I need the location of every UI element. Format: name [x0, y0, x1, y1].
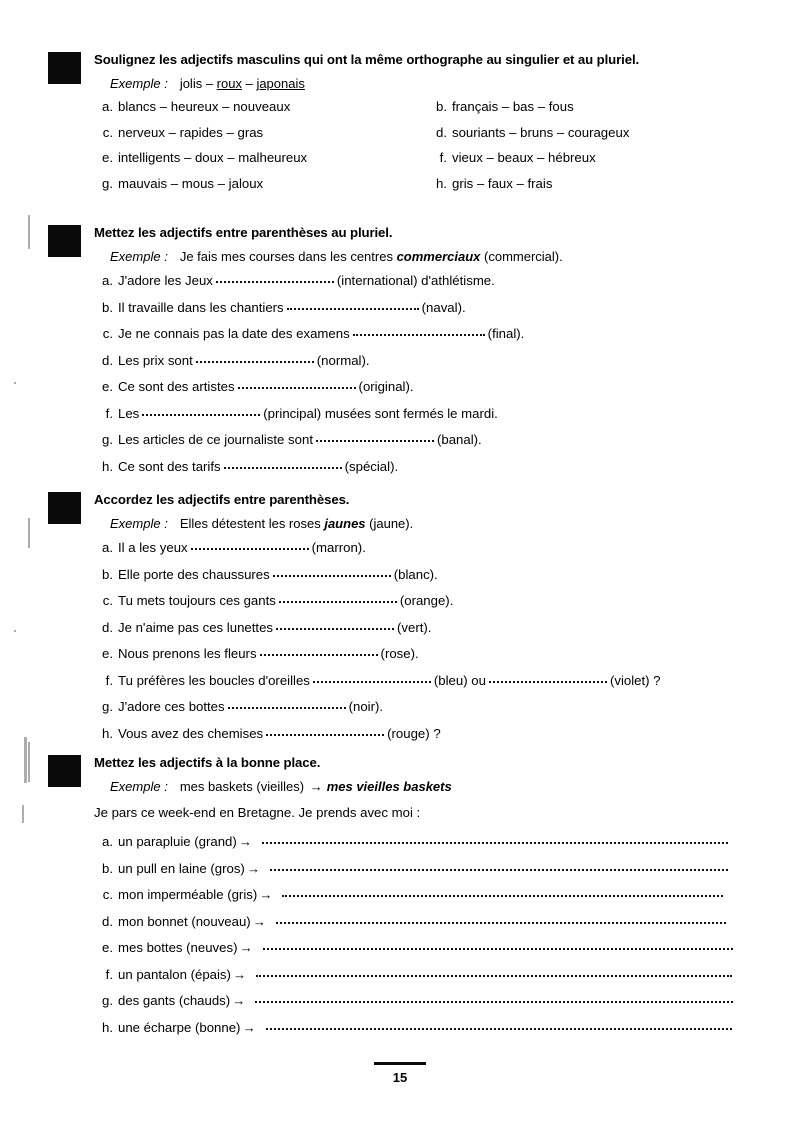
example-underlined-1: roux	[216, 76, 242, 91]
item-marker: g.	[102, 993, 113, 1008]
exercise-2-marker	[48, 225, 81, 257]
item-text: intelligents – doux – malheureux	[118, 150, 308, 165]
item-after: (normal).	[316, 352, 370, 368]
list-item[interactable]	[428, 99, 574, 115]
item-before: Elle porte des chaussures	[118, 566, 270, 582]
item-after: (marron).	[311, 540, 366, 555]
example-after: (jaune).	[365, 516, 414, 531]
answer-rule[interactable]	[266, 1019, 732, 1030]
answer-rule[interactable]	[282, 886, 723, 897]
item-text: mon bonnet (nouveau)	[118, 913, 251, 929]
scan-artifact	[14, 630, 16, 632]
list-item[interactable]	[94, 672, 758, 689]
arrow-icon: →	[232, 993, 246, 1008]
item-after: (noir).	[348, 699, 384, 714]
item-text: un pull en laine (gros)	[118, 860, 245, 876]
answer-blank[interactable]	[279, 592, 397, 603]
page-footer	[0, 1062, 800, 1085]
scan-artifact	[28, 215, 30, 249]
item-text: un pantalon (épais)	[118, 966, 231, 982]
item-marker: a.	[102, 834, 113, 849]
list-item[interactable]	[94, 645, 758, 662]
exercise-1-body	[94, 52, 758, 207]
item-after: (vert).	[397, 619, 432, 635]
list-item[interactable]	[94, 592, 758, 609]
item-marker: c.	[102, 124, 113, 140]
exercise-4-items	[94, 833, 758, 1036]
item-before: Il travaille dans les chantiers	[118, 299, 284, 315]
exercise-4	[48, 755, 758, 1045]
arrow-icon: →	[238, 834, 252, 849]
item-after: (principal) musées sont fermés le mardi.	[263, 405, 498, 421]
answer-blank[interactable]	[228, 698, 346, 709]
item-text: un parapluie (grand)	[118, 834, 237, 849]
item-before: Les	[118, 405, 140, 421]
example-answer: commerciaux	[396, 249, 481, 264]
list-item[interactable]	[94, 619, 758, 636]
answer-rule[interactable]	[276, 913, 726, 924]
exercise-3-body	[94, 492, 758, 742]
item-marker: b.	[102, 566, 113, 582]
item-marker: e.	[102, 940, 113, 955]
list-item[interactable]	[94, 539, 758, 556]
answer-blank[interactable]	[313, 672, 431, 683]
scan-artifact	[22, 805, 24, 823]
item-marker: f.	[105, 405, 113, 421]
list-item[interactable]	[94, 378, 758, 395]
example-answer: jaunes	[324, 516, 366, 531]
answer-blank[interactable]	[287, 299, 419, 310]
list-item[interactable]	[94, 886, 758, 903]
list-item[interactable]	[94, 725, 758, 742]
item-after: (original).	[358, 379, 414, 394]
answer-blank[interactable]	[353, 325, 485, 336]
answer-rule[interactable]	[255, 992, 733, 1003]
answer-blank[interactable]	[196, 352, 314, 363]
exercise-1-items	[94, 99, 758, 207]
item-before: Ce sont des tarifs	[118, 458, 221, 474]
list-item[interactable]	[428, 125, 629, 141]
item-marker: e.	[102, 379, 113, 394]
list-item[interactable]	[94, 966, 758, 983]
item-marker: g.	[102, 432, 113, 447]
item-marker: a.	[102, 99, 113, 114]
list-item[interactable]	[94, 833, 758, 850]
list-item[interactable]	[94, 325, 758, 342]
item-before: Il a les yeux	[118, 540, 188, 555]
example-middle: –	[241, 76, 257, 91]
exercise-1	[48, 52, 758, 207]
list-item[interactable]	[428, 150, 596, 166]
exercise-2-example	[94, 249, 758, 265]
arrow-icon: →	[259, 887, 273, 902]
item-after: (blanc).	[393, 566, 438, 582]
list-item[interactable]	[94, 99, 290, 115]
list-item[interactable]	[94, 299, 758, 316]
exercise-3-heading: Accordez les adjectifs entre parenthèses.	[94, 492, 350, 507]
example-label: Exemple :	[110, 516, 168, 531]
item-before: Tu mets toujours ces gants	[118, 593, 276, 608]
answer-rule[interactable]	[263, 939, 733, 950]
example-label: Exemple :	[110, 249, 168, 264]
item-marker: a.	[102, 273, 113, 288]
exercise-3-example	[94, 516, 758, 532]
answer-blank-2[interactable]	[489, 672, 607, 683]
example-label: Exemple :	[110, 76, 168, 91]
item-marker: d.	[102, 352, 113, 368]
item-text: français – bas – fous	[452, 99, 574, 114]
list-item[interactable]	[94, 1019, 758, 1036]
answer-blank[interactable]	[191, 539, 309, 550]
item-text: mes bottes (neuves)	[118, 940, 238, 955]
item-marker: b.	[436, 99, 447, 114]
exercise-4-marker	[48, 755, 81, 787]
exercise-3-items	[94, 539, 758, 742]
item-marker: h.	[436, 175, 447, 191]
answer-rule[interactable]	[262, 833, 728, 844]
item-marker: e.	[102, 150, 113, 165]
exercise-4-example	[94, 779, 758, 795]
item-marker: d.	[102, 913, 113, 929]
item-marker: f.	[439, 150, 447, 165]
item-text: nerveux – rapides – gras	[118, 124, 264, 140]
item-before: Les prix sont	[118, 352, 193, 368]
list-item[interactable]	[94, 352, 758, 369]
item-after: (orange).	[399, 593, 454, 608]
answer-blank[interactable]	[273, 566, 391, 577]
item-before: Ce sont des artistes	[118, 379, 235, 394]
item-before: Les articles de ce journaliste sont	[118, 432, 313, 447]
item-marker: c.	[102, 887, 113, 902]
arrow-icon: →	[242, 1019, 256, 1035]
item-after: (bleu) ou	[433, 672, 486, 688]
item-after: (spécial).	[344, 458, 399, 474]
item-before: J'adore ces bottes	[118, 699, 225, 714]
list-item[interactable]	[94, 860, 758, 877]
answer-blank[interactable]	[216, 272, 334, 283]
item-text: une écharpe (bonne)	[118, 1019, 241, 1035]
list-item[interactable]	[94, 272, 758, 289]
exercise-2-items	[94, 272, 758, 475]
exercise-4-intro: Je pars ce week-end en Bretagne. Je prends avec moi :	[94, 805, 421, 820]
item-text: gris – faux – frais	[452, 175, 553, 191]
scan-artifact	[28, 742, 30, 782]
item-marker: c.	[102, 593, 113, 608]
item-marker: c.	[102, 326, 113, 341]
item-marker: g.	[102, 175, 113, 191]
item-marker: e.	[102, 646, 113, 661]
example-before: Je fais mes courses dans les centres	[179, 249, 397, 264]
item-marker: g.	[102, 699, 113, 714]
answer-blank[interactable]	[142, 405, 260, 416]
item-after: (banal).	[437, 432, 482, 447]
scan-artifact	[14, 382, 16, 384]
item-after: (rouge) ?	[387, 725, 441, 741]
item-marker: f.	[105, 966, 113, 982]
item-after: (final).	[487, 326, 525, 341]
arrow-icon: →	[232, 966, 247, 982]
exercise-3-marker	[48, 492, 81, 524]
arrow-icon: →	[309, 779, 323, 794]
answer-blank[interactable]	[260, 645, 378, 656]
exercise-1-heading: Soulignez les adjectifs masculins qui ont la même orthographe au singulier et au pluriel.	[94, 52, 640, 67]
list-item[interactable]	[94, 992, 758, 1009]
list-item[interactable]	[94, 431, 758, 448]
footer-divider	[374, 1062, 426, 1065]
exercise-1-example	[94, 76, 758, 92]
item-marker: d.	[102, 619, 113, 635]
item-text: vieux – beaux – hébreux	[452, 150, 596, 165]
item-marker: b.	[102, 860, 113, 876]
item-text: mauvais – mous – jaloux	[118, 175, 264, 191]
item-before: Je ne connais pas la date des examens	[118, 326, 350, 341]
answer-rule[interactable]	[256, 966, 732, 977]
exercise-3	[48, 492, 758, 751]
list-item[interactable]	[94, 566, 758, 583]
item-marker: b.	[102, 299, 113, 315]
exercise-4-body	[94, 755, 758, 1036]
example-before: mes baskets (vieilles)	[179, 779, 308, 794]
exercise-2-body	[94, 225, 758, 475]
list-item[interactable]	[94, 458, 758, 475]
item-after: (rose).	[380, 646, 419, 661]
item-marker: h.	[102, 1019, 113, 1035]
item-text: mon imperméable (gris)	[118, 887, 258, 902]
list-item[interactable]	[94, 150, 307, 166]
list-item[interactable]	[94, 176, 263, 192]
item-after: (naval).	[421, 299, 466, 315]
example-underlined-2: japonais	[256, 76, 305, 91]
item-before: J'adore les Jeux	[118, 273, 213, 288]
exercise-2	[48, 225, 758, 484]
answer-blank[interactable]	[238, 378, 356, 389]
item-before: Vous avez des chemises	[118, 725, 264, 741]
example-after: (commercial).	[480, 249, 563, 264]
list-item[interactable]	[94, 405, 758, 422]
scan-artifact	[28, 518, 30, 548]
page-number: 15	[392, 1070, 408, 1085]
item-before: Tu préfères les boucles d'oreilles	[118, 672, 310, 688]
example-label: Exemple :	[110, 779, 168, 794]
exercise-4-heading: Mettez les adjectifs à la bonne place.	[94, 755, 321, 770]
item-after: (international) d'athlétisme.	[336, 273, 495, 288]
item-text: souriants – bruns – courageux	[452, 124, 630, 140]
list-item[interactable]	[94, 913, 758, 930]
item-marker: h.	[102, 725, 113, 741]
arrow-icon: →	[246, 860, 261, 876]
item-before: Nous prenons les fleurs	[118, 646, 257, 661]
answer-rule[interactable]	[270, 860, 728, 871]
item-text: des gants (chauds)	[118, 993, 231, 1008]
arrow-icon: →	[239, 940, 253, 955]
exercise-2-heading: Mettez les adjectifs entre parenthèses au pluriel.	[94, 225, 393, 240]
scan-artifact	[24, 737, 27, 783]
item-marker: a.	[102, 540, 113, 555]
list-item[interactable]	[428, 176, 552, 192]
list-item[interactable]	[94, 125, 263, 141]
item-before: Je n'aime pas ces lunettes	[118, 619, 273, 635]
item-text: blancs – heureux – nouveaux	[118, 99, 291, 114]
answer-blank[interactable]	[276, 619, 394, 630]
example-before: Elles détestent les roses	[179, 516, 325, 531]
answer-blank[interactable]	[224, 458, 342, 469]
item-marker: d.	[436, 124, 447, 140]
item-marker: h.	[102, 458, 113, 474]
example-prefix: jolis –	[179, 76, 217, 91]
item-marker: f.	[105, 672, 113, 688]
list-item[interactable]	[94, 698, 758, 715]
list-item[interactable]	[94, 939, 758, 956]
item-after-2: (violet) ?	[609, 672, 661, 688]
arrow-icon: →	[252, 913, 266, 929]
exercise-1-marker	[48, 52, 81, 84]
answer-blank[interactable]	[266, 725, 384, 736]
answer-blank[interactable]	[316, 431, 434, 442]
example-answer: mes vieilles baskets	[326, 779, 452, 794]
